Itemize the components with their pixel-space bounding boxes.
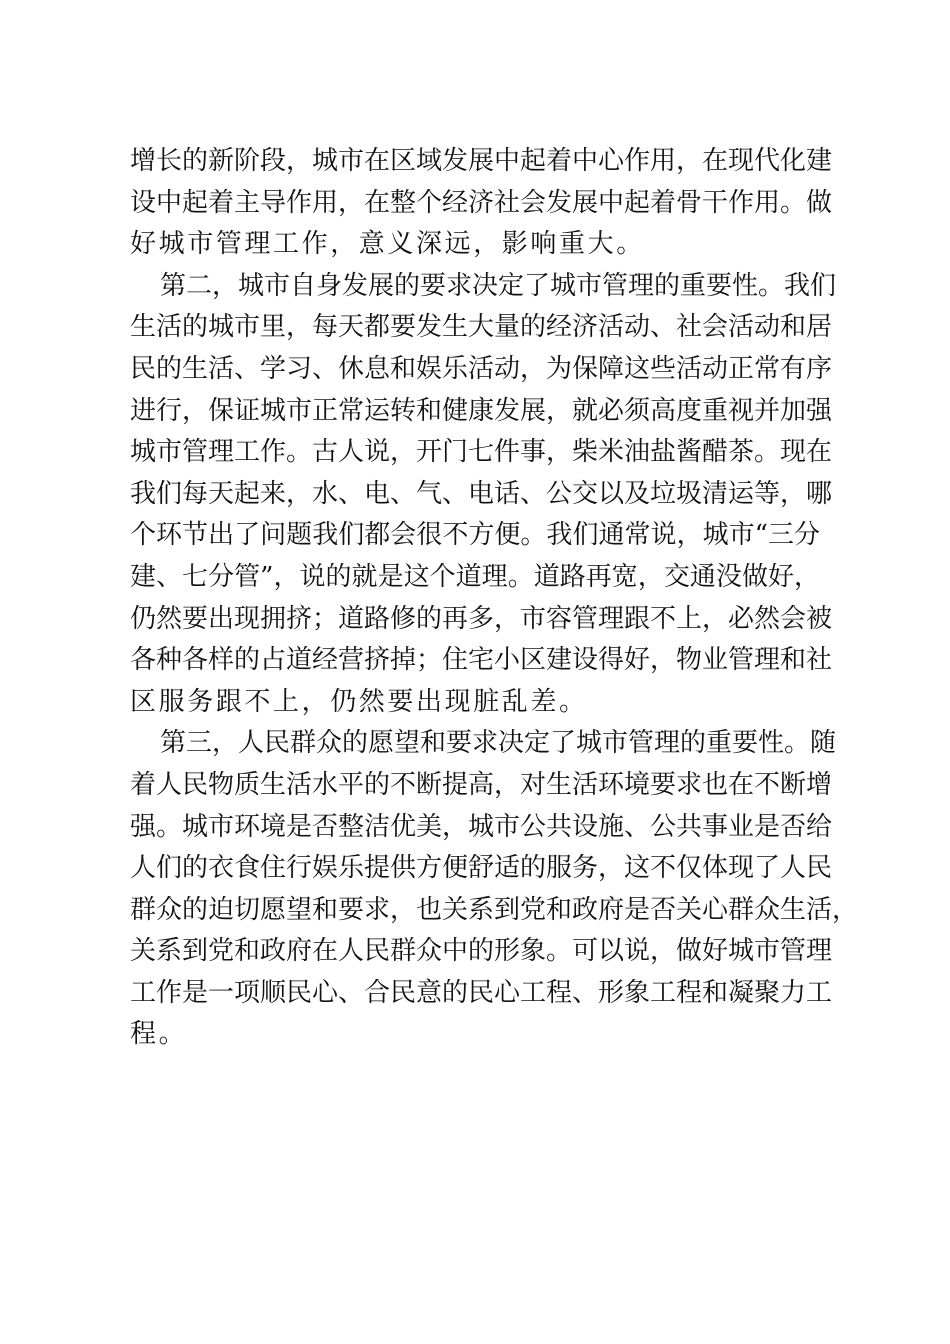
text-line: 着人民物质生活水平的不断提高，对生活环境要求也在不断增 [130,769,833,800]
text-line: 个环节出了问题我们都会很不方便。我们通常说，城市“三分 [130,520,820,551]
text-line: 仍然要出现拥挤；道路修的再多，市容管理跟不上，必然会被 [130,603,833,634]
text-line: 第二，城市自身发展的要求决定了城市管理的重要性。我们 [160,270,837,301]
paragraph-1 [130,141,833,266]
text-line: 程。 [130,1019,188,1050]
text-line: 我们每天起来，水、电、气、电话、公交以及垃圾清运等，哪 [130,478,833,509]
text-line: 生活的城市里，每天都要发生大量的经济活动、社会活动和居 [130,312,833,343]
paragraph-2 [130,266,837,724]
text-line: 民的生活、学习、休息和娱乐活动，为保障这些活动正常有序 [130,353,833,384]
text-line: 进行，保证城市正常运转和健康发展，就必须高度重视并加强 [130,395,833,426]
text-line: 第三，人民群众的愿望和要求决定了城市管理的重要性。随 [160,728,837,759]
text-line: 区服务跟不上，仍然要出现脏乱差。 [130,686,588,717]
text-line: 各种各样的占道经营挤掉；住宅小区建设得好，物业管理和社 [130,645,833,676]
text-line: 增长的新阶段，城市在区域发展中起着中心作用，在现代化建 [130,146,833,176]
text-line: 城市管理工作。古人说，开门七件事，柴米油盐酱醋茶。现在 [130,437,833,468]
text-line: 人们的衣食住行娱乐提供方便舒适的服务，这不仅体现了人民 [130,853,833,884]
text-line: 群众的迫切愿望和要求，也关系到党和政府是否关心群众生活， [130,894,859,925]
document-body [130,141,859,1056]
paragraph-3 [130,723,859,1056]
text-line: 关系到党和政府在人民群众中的形象。可以说，做好城市管理 [130,936,833,967]
text-line: 强。城市环境是否整洁优美，城市公共设施、公共事业是否给 [130,811,833,842]
text-line: 好城市管理工作，意义深远，影响重大。 [130,229,645,260]
text-line: 设中起着主导作用，在整个经济社会发展中起着骨干作用。做 [130,187,833,218]
text-line: 建、七分管”，说的就是这个道理。道路再宽，交通没做好， [130,561,820,592]
text-line: 工作是一项顺民心、合民意的民心工程、形象工程和凝聚力工 [130,977,833,1008]
